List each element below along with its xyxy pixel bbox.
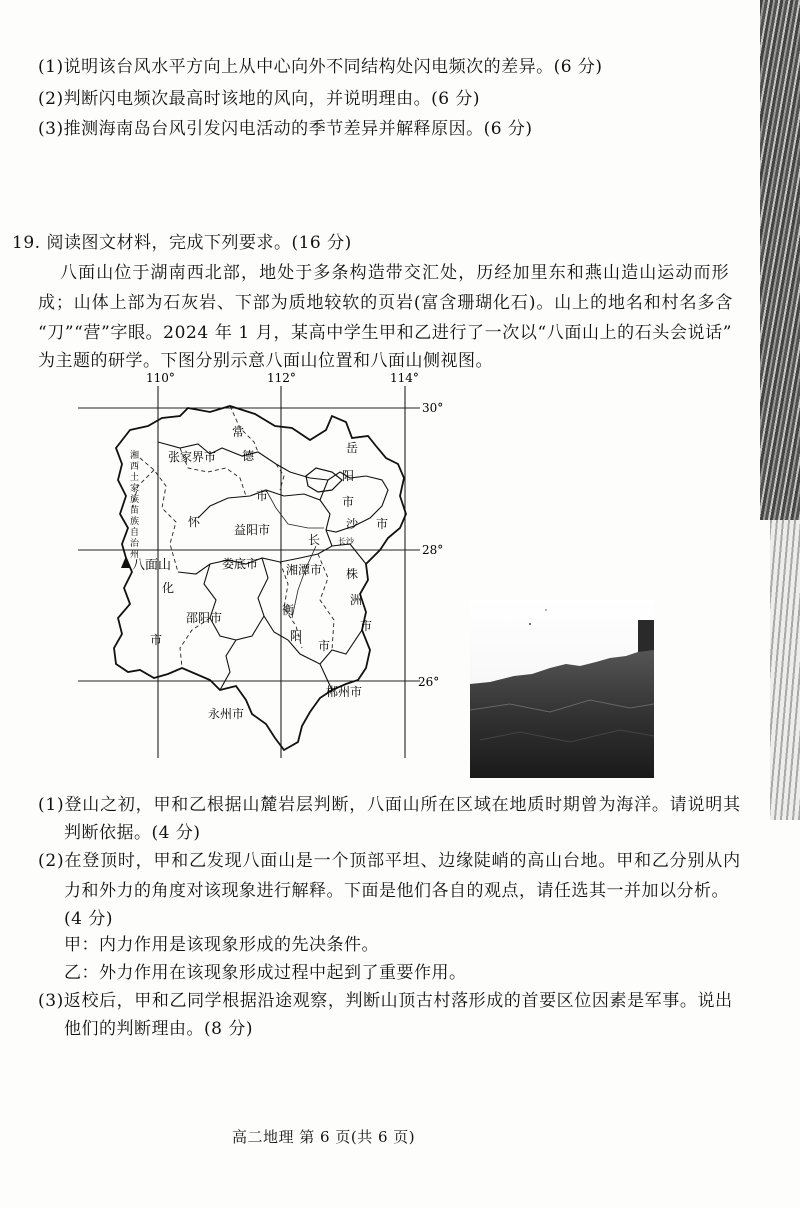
latitude-26-label: 26° <box>418 675 440 689</box>
xiangtan-label: 湘潭市 <box>286 563 323 577</box>
sub-question-3-line-2: 他们的判断理由。(8 分) <box>64 1019 253 1039</box>
sub-question-2-line-3: (4 分) <box>64 909 113 929</box>
xiangxi-label-8: 自 <box>130 528 140 538</box>
footer-text: 高二地理 第 6 页(共 6 页) <box>232 1128 416 1146</box>
changde-label-3: 市 <box>256 489 269 503</box>
changsha-label-1: 沙 <box>346 517 359 531</box>
loudi-label: 娄底市 <box>222 557 259 571</box>
xiangxi-label-10: 州 <box>130 550 140 560</box>
xiangxi-label-3: 土 <box>130 473 140 483</box>
longitude-114-label: 114° <box>390 371 419 385</box>
yueyang-label-3: 市 <box>342 495 355 509</box>
chenzhou-label: 郴州市 <box>326 685 363 699</box>
material-paragraph-line-1: 八面山位于湖南西北部，地处于多条构造带交汇处，历经加里东和燕山造山运动而形 <box>60 263 730 283</box>
hunan-location-map <box>70 368 450 768</box>
prev-question-2: (2)判断闪电频次最高时该地的风向，并说明理由。(6 分) <box>38 89 481 109</box>
chang-label: 长 <box>308 533 321 547</box>
yueyang-label-1: 岳 <box>346 441 359 455</box>
xiangxi-label-9: 治 <box>130 539 140 549</box>
question-19-heading: 19. 阅读图文材料，完成下列要求。(16 分) <box>12 233 352 253</box>
latitude-30-label: 30° <box>422 401 444 415</box>
viewpoint-yi: 乙：外力作用在该现象形成过程中起到了重要作用。 <box>64 963 467 983</box>
huaihua-label-1: 怀 <box>188 515 201 529</box>
hengyang-label-2: 阳 <box>290 629 303 643</box>
sub-question-2-line-2: 力和外力的角度对该现象进行解释。下面是他们各自的观点，请任选其一并加以分析。 <box>64 881 729 901</box>
zhuzhou-label-1: 株 <box>346 567 359 581</box>
bamianshan-side-view-photo <box>470 600 654 778</box>
zhuzhou-label-2: 洲 <box>350 593 363 607</box>
material-paragraph-line-2: 成；山体上部为石灰岩、下部为质地较软的页岩(富含珊瑚化石)。山上的地名和村名多含 <box>38 293 734 313</box>
sub-question-1-line-1: (1)登山之初，甲和乙根据山麓岩层判断，八面山所在区域在地质时期曾为海洋。请说明其 <box>38 795 741 815</box>
huaihua-label-2: 化 <box>162 581 175 595</box>
longitude-112-label: 112° <box>267 371 296 385</box>
xiangxi-label-7: 族 <box>130 517 140 527</box>
changde-label-1: 常 <box>232 425 245 439</box>
shaoyang-label: 邵阳市 <box>186 611 223 625</box>
bamianshan-label: 八面山 <box>132 558 172 573</box>
changde-label-2: 德 <box>242 449 255 463</box>
sub-question-2-line-1: (2)在登顶时，甲和乙发现八面山是一个顶部平坦、边缘陡峭的高山台地。甲和乙分别从内 <box>38 851 741 871</box>
yongzhou-label: 永州市 <box>208 707 245 721</box>
xiangxi-label-2: 西 <box>130 462 140 472</box>
xiangxi-label-4: 家 <box>130 484 140 494</box>
yiyang-label: 益阳市 <box>234 523 271 537</box>
viewpoint-jia: 甲：内力作用是该现象形成的先决条件。 <box>64 935 379 955</box>
prev-question-3: (3)推测海南岛台风引发闪电活动的季节差异并解释原因。(6 分) <box>38 119 533 139</box>
sub-question-1-line-2: 判断依据。(4 分) <box>64 823 201 843</box>
changsha-small-label: 长沙 <box>338 537 354 546</box>
latitude-28-label: 28° <box>422 543 444 557</box>
xiangxi-label-5: 族 <box>130 495 140 505</box>
zhuzhou-label-3: 市 <box>360 619 373 633</box>
scan-edge-shadow <box>760 0 800 520</box>
xiangxi-label-6: 苗 <box>130 506 140 516</box>
sub-question-3-line-1: (3)返校后，甲和乙同学根据沿途观察，判断山顶古村落形成的首要区位因素是军事。说出 <box>38 991 733 1011</box>
page-footer <box>232 1126 415 1147</box>
scan-edge-shadow-lower <box>770 520 800 820</box>
hengyang-label-1: 衡 <box>282 603 295 617</box>
material-paragraph-line-3: “刀”“营”字眼。2024 年 1 月，某高中学生甲和乙进行了一次以“八面山上的石头会说话” <box>38 323 733 343</box>
yueyang-label-2: 阳 <box>342 469 355 483</box>
material-paragraph-line-4: 为主题的研学。下图分别示意八面山位置和八面山侧视图。 <box>38 351 493 371</box>
zhangjiajie-label: 张家界市 <box>168 450 217 464</box>
xiangxi-label-1: 湘 <box>130 451 140 461</box>
huaihua-label-3: 市 <box>150 633 163 647</box>
prev-question-1: (1)说明该台风水平方向上从中心向外不同结构处闪电频次的差异。(6 分) <box>38 57 603 77</box>
longitude-110-label: 110° <box>146 371 175 385</box>
changsha-label-2: 市 <box>376 517 389 531</box>
hengyang-label-3: 市 <box>318 639 331 653</box>
